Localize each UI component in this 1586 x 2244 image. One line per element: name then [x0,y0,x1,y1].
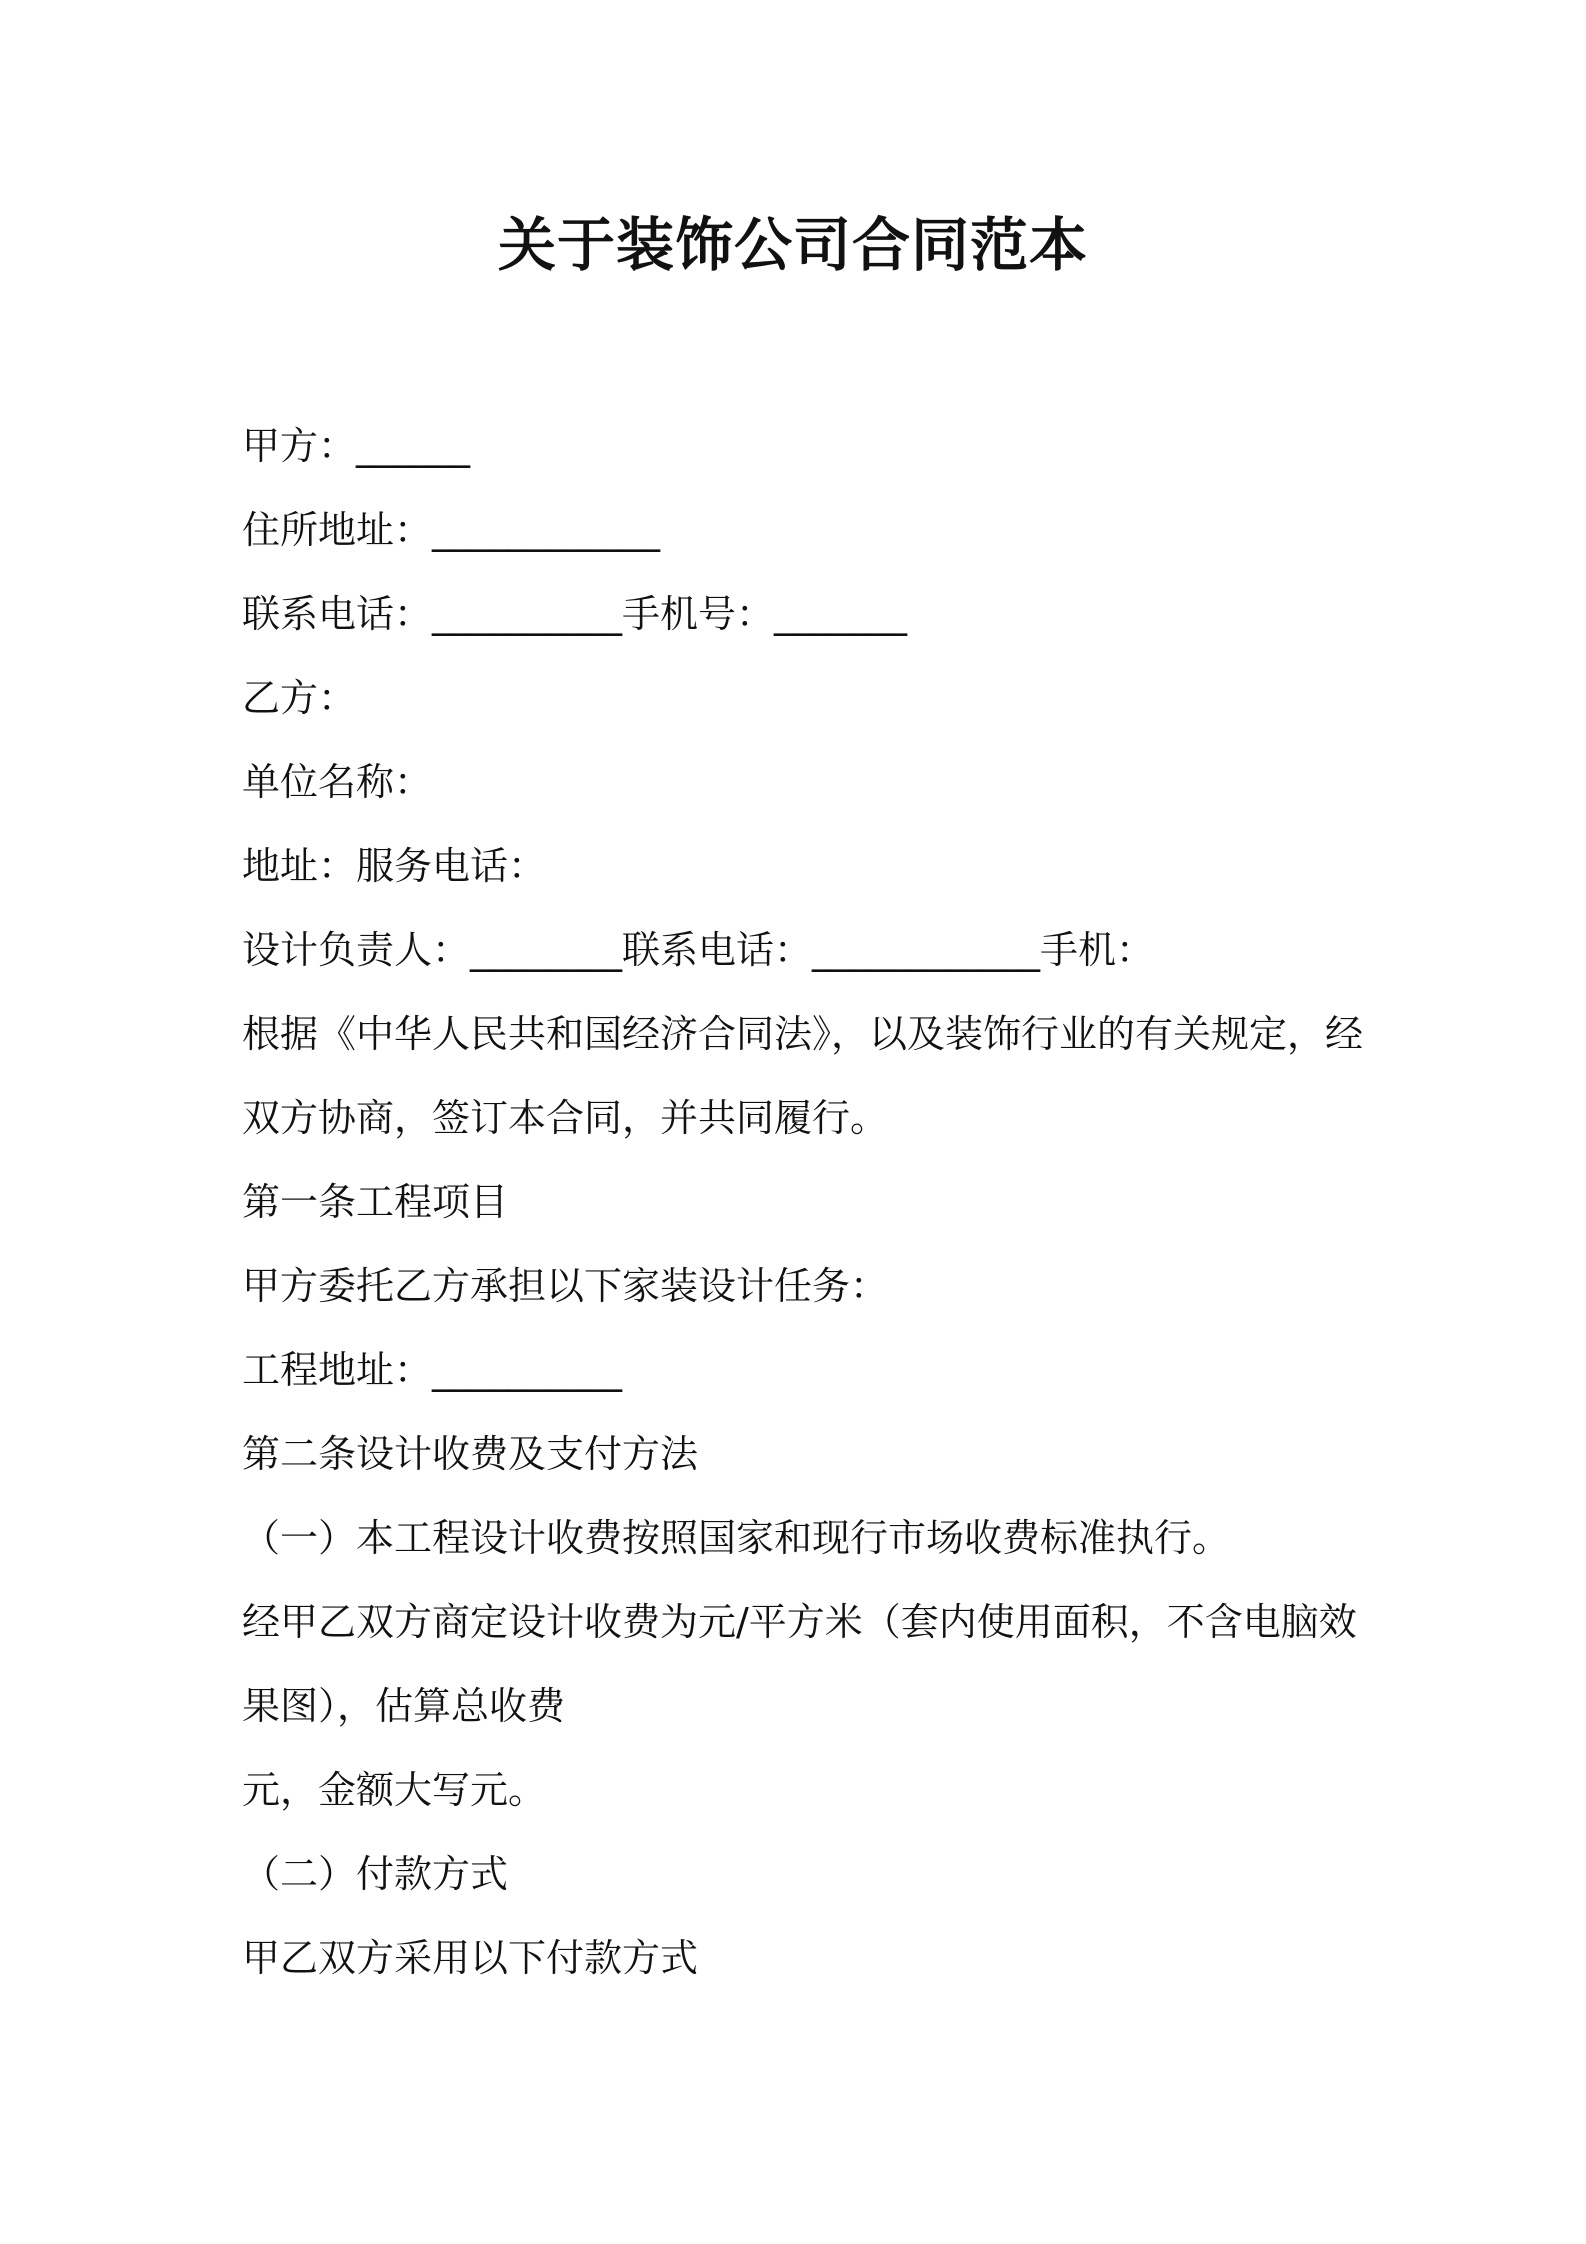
document-title: 关于装饰公司合同范本 [497,211,1088,279]
preamble-line-1: 根据《中华人民共和国经济合同法》，以及装饰行业的有关规定，经 [242,1012,1364,1056]
party-b-line: 乙方： [242,676,357,720]
party-a-line: 甲方：______ [242,424,471,468]
section-2-line: （二）付款方式 [242,1852,509,1896]
company-name-line: 单位名称： [242,760,433,804]
address-service-phone-line: 地址：服务电话： [242,844,547,888]
fee-line-1: 经甲乙双方商定设计收费为元/平方米（套内使用面积，不含电脑效 [242,1600,1357,1644]
article-2-heading: 第二条设计收费及支付方法 [242,1432,699,1476]
designer-contact-line: 设计负责人：________联系电话：____________手机： [242,928,1155,972]
project-address-line: 工程地址：__________ [242,1348,623,1392]
section-1-line: （一）本工程设计收费按照国家和现行市场收费标准执行。 [242,1516,1231,1560]
fee-line-2: 果图），估算总收费 [242,1684,566,1728]
fee-line-3: 元，金额大写元。 [242,1768,547,1812]
payment-method-line: 甲乙双方采用以下付款方式 [242,1936,699,1980]
party-a-address-line: 住所地址：____________ [242,508,661,552]
article-1-text: 甲方委托乙方承担以下家装设计任务： [242,1264,889,1308]
document-body [242,404,1364,2000]
party-a-phone-line: 联系电话：__________手机号：_______ [242,592,908,636]
preamble-line-2: 双方协商，签订本合同，并共同履行。 [242,1096,889,1140]
article-1-heading: 第一条工程项目 [242,1180,509,1224]
